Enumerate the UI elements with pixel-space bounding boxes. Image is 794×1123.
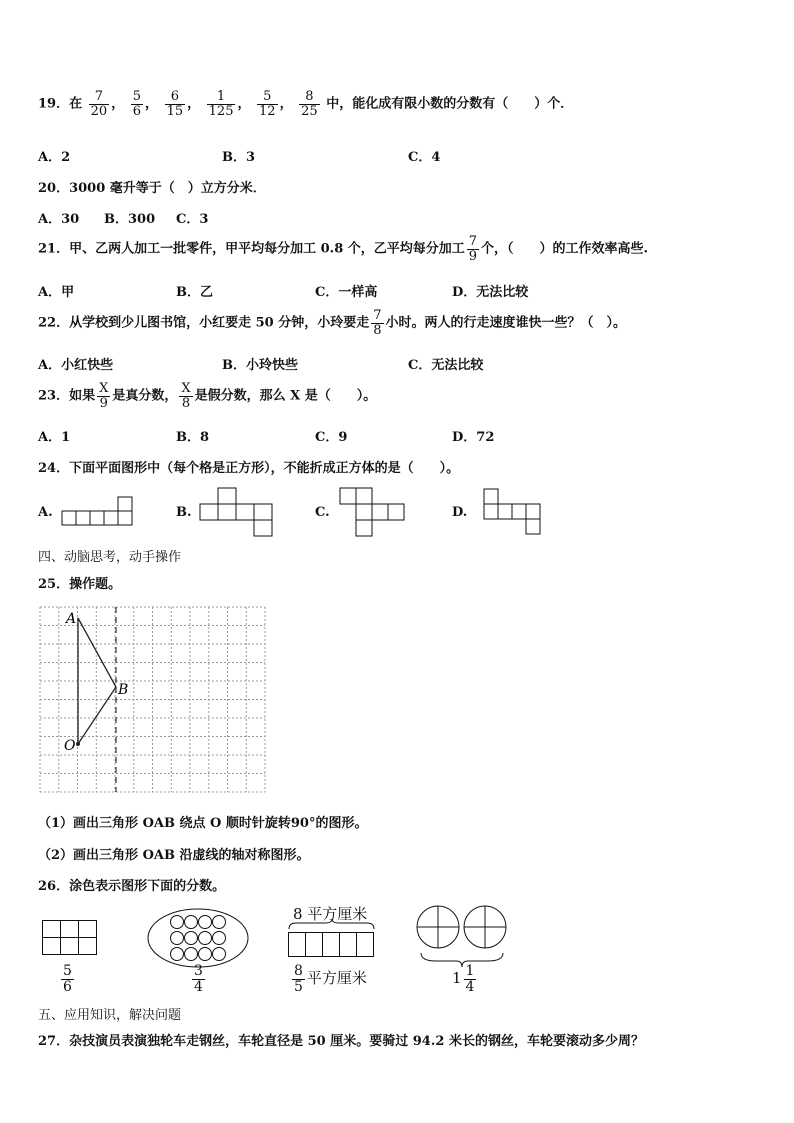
question-text: 个，（ ）的工作效率高些.: [481, 241, 649, 257]
brace: [289, 920, 374, 929]
fraction: [97, 382, 110, 410]
rect-grid-6: [42, 920, 98, 956]
fraction: [207, 90, 236, 118]
option-d: D.: [452, 505, 468, 520]
question-number: 19．: [38, 96, 70, 112]
option-c: C．3: [176, 212, 209, 227]
question-text: 21．甲、乙两人加工一批零件，甲平均每分加工 0.8 个，乙平均每分加工: [38, 241, 465, 257]
denominator: 4: [194, 978, 203, 995]
fraction-label: [190, 964, 207, 994]
label-o: O: [64, 738, 76, 754]
option-b: B．乙: [176, 285, 213, 300]
option-b: B．8: [176, 430, 210, 445]
option-c: C.: [315, 505, 330, 520]
question-24: 24．下面平面图形中（每个格是正方形），不能折成正方体的是（ ）。: [38, 461, 460, 476]
fraction: [89, 90, 110, 118]
fraction: [257, 90, 278, 118]
option-a: A.: [38, 505, 53, 520]
denominator: 8: [373, 322, 382, 338]
separator: ，: [187, 96, 201, 112]
cube-net-a: [62, 497, 136, 527]
whole-part: 1: [452, 969, 462, 988]
question-25: 25．操作题。: [38, 577, 122, 592]
question-text: 小时。两人的行走速度谁快一些？（ ）。: [385, 315, 627, 331]
denominator: 5: [294, 978, 303, 995]
option-a: A．小红快些: [38, 358, 114, 373]
numerator: 3: [194, 963, 203, 979]
option-d: D．无法比较: [452, 285, 529, 300]
numerator: 1: [207, 90, 236, 105]
denominator: 9: [99, 395, 108, 411]
denominator: 6: [63, 978, 72, 995]
question-21: [38, 235, 648, 263]
separator: ，: [237, 96, 251, 112]
option-b: B．3: [222, 150, 256, 165]
brace-label: 8 平方厘米: [293, 905, 368, 923]
denominator: 15: [166, 103, 184, 119]
sub-question-2: （2）画出三角形 OAB 沿虚线的轴对称图形。: [38, 848, 310, 863]
question-text: 在: [69, 96, 83, 112]
cube-net-c: [340, 488, 406, 540]
numerator: X: [99, 381, 109, 396]
label-a: A: [66, 611, 77, 627]
denominator: 12: [259, 103, 276, 119]
question-27: 27．杂技演员表演独轮车走钢丝，车轮直径是 50 厘米。要骑过 94.2 米长的钢丝，车轮要滚动多少周？: [38, 1034, 644, 1049]
unit-label: 平方厘米: [306, 969, 367, 988]
option-c: C．无法比较: [408, 358, 484, 373]
numerator: 7: [373, 308, 382, 323]
question-text: 是假分数，那么 X 是（ ）。: [194, 388, 377, 404]
option-a: A．1: [38, 430, 71, 445]
ellipse-circles: [147, 908, 251, 970]
denominator: 20: [90, 103, 108, 119]
fraction: [299, 90, 320, 118]
numerator: 5: [63, 963, 72, 979]
cube-net-d: [484, 489, 546, 537]
denominator: 4: [465, 978, 475, 995]
denominator: 6: [132, 103, 142, 119]
fraction-label: [59, 964, 76, 994]
numerator: 5: [132, 89, 142, 104]
option-c: C．一样高: [315, 285, 378, 300]
section-heading: 五、应用知识，解决问题: [38, 1008, 182, 1023]
denominator: 25: [301, 103, 318, 119]
option-b: B．小玲快些: [222, 358, 298, 373]
question-text: 中，能化成有限小数的分数有（ ）个．: [326, 96, 574, 112]
option-d: D．72: [452, 430, 495, 445]
denominator: 8: [181, 395, 191, 411]
fraction: [179, 382, 192, 410]
numerator: 7: [468, 234, 478, 249]
denominator: 125: [208, 103, 234, 119]
point-o: [76, 742, 80, 746]
question-22: [38, 309, 626, 337]
question-19: [38, 90, 573, 118]
question-text: 23．如果: [38, 388, 96, 404]
sub-question-1: （1）画出三角形 OAB 绕点 O 顺时针旋转90°的图形。: [38, 816, 368, 831]
option-c: C．4: [408, 150, 441, 165]
separator: ，: [279, 96, 293, 112]
fraction: [371, 309, 383, 337]
grid-diagram: [40, 607, 268, 793]
fraction: [131, 90, 143, 118]
numerator: 8: [294, 963, 303, 979]
bar-five-parts: [288, 920, 376, 960]
question-23: [38, 382, 376, 410]
question-text: 是真分数，: [112, 388, 178, 404]
fraction: [165, 90, 186, 118]
separator: ，: [111, 96, 125, 112]
option-b: B.: [176, 505, 192, 520]
question-26: 26．涂色表示图形下面的分数。: [38, 879, 226, 894]
numerator: 1: [465, 963, 475, 979]
denominator: 9: [468, 248, 478, 264]
option-b: B．300: [104, 212, 156, 227]
option-c: C．9: [315, 430, 348, 445]
fraction: [467, 235, 479, 263]
option-a: A．2: [38, 150, 71, 165]
numerator: X: [181, 381, 191, 396]
section-heading: 四、动脑思考，动手操作: [38, 550, 182, 565]
cube-net-b: [200, 488, 276, 538]
numerator: 8: [299, 90, 320, 105]
fraction-label: [290, 964, 367, 994]
option-a: A．30: [38, 212, 80, 227]
mixed-number-label: [452, 964, 478, 994]
label-b: B: [118, 682, 129, 698]
numerator: 5: [257, 90, 278, 105]
numerator: 7: [89, 90, 110, 105]
numerator: 6: [165, 90, 186, 105]
question-text: 22．从学校到少儿图书馆，小红要走 50 分钟，小玲要走: [38, 315, 370, 331]
option-a: A．甲: [38, 285, 75, 300]
question-20: 20．3000 毫升等于（ ）立方分米．: [38, 181, 266, 196]
separator: ，: [145, 96, 159, 112]
